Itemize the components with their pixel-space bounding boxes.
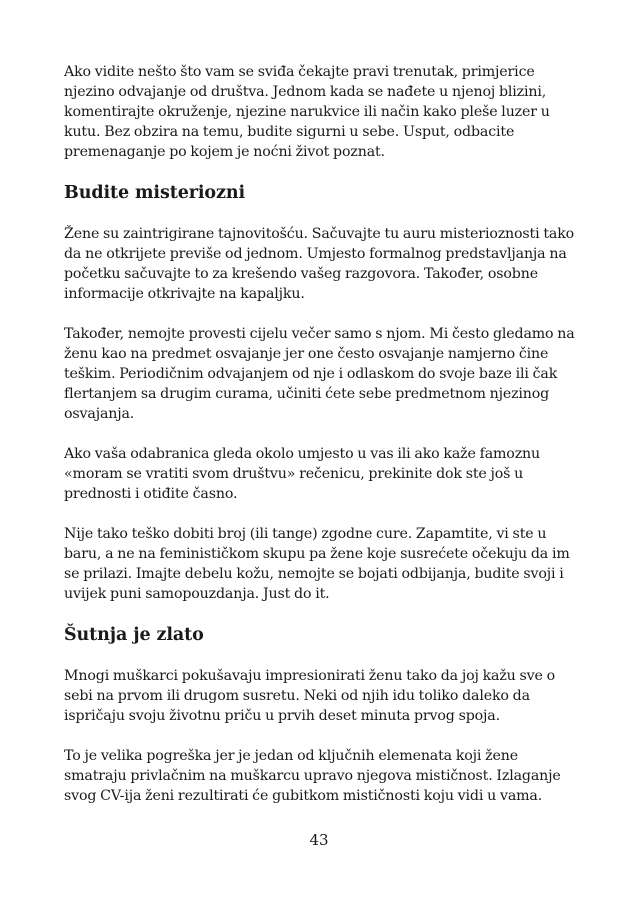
paragraph-pogreska: To je velika pogreška jer je jedan od ključnih elemenata koji žene smatraju privlačnim na muškarcu upravo njegova mističnost. Izlaganje svog CV-ija ženi rezultirati će gubitkom mističnosti koju vidi u vama. <box>64 748 561 804</box>
paragraph-intro: Ako vidite nešto što vam se sviđa čekajte pravi trenutak, primjerice njezino odvajanje od društva. Jednom kada se nađete u njenoj blizini, komentirajte okruženje, njezine narukvice ili način kako pleše luzer u kutu. Bez obzira na temu, budite sigurni u sebe. Usput, odbacite premenaganje po kojem je noćni život poznat. <box>64 64 550 160</box>
paragraph-odabranica: Ako vaša odabranica gleda okolo umjesto u vas ili ako kaže famoznu «moram se vratiti svom društvu» rečenicu, prekinite dok ste još u prednosti i otiđite časno. <box>64 446 540 502</box>
paragraph-odvajanje: Također, nemojte provesti cijelu večer samo s njom. Mi često gledamo na ženu kao na predmet osvajanje jer one često osvajanje namjerno čine teškim. Periodičnim odvajanjem od nje i odlaskom do svoje baze ili čak flertanjem sa drugim curama, učiniti ćete sebe predmetnom njezinog osvajanja. <box>64 326 575 422</box>
page-body <box>64 62 584 826</box>
page-number: 43 <box>309 831 329 849</box>
paragraph-impresionirati: Mnogi muškarci pokušavaju impresionirati ženu tako da joj kažu sve o sebi na prvom ili drugom susretu. Neki od njih idu toliko daleko da ispričaju svoju životnu priču u prvih deset minuta prvog spoja. <box>64 668 556 724</box>
paragraph-broj: Nije tako teško dobiti broj (ili tange) zgodne cure. Zapamtite, vi ste u baru, a ne na feminističkom skupu pa žene koje susrećete očekuju da im se prilazi. Imajte debelu kožu, nemojte se bojati odbijanja, budite svoji i uvijek puni samopouzdanja. Just do it. <box>64 526 570 602</box>
heading-budite-misteriozni: Budite misteriozni <box>64 183 245 203</box>
heading-sutnja-je-zlato: Šutnja je zlato <box>64 625 204 645</box>
paragraph-tajnovitost: Žene su zaintrigirane tajnovitošću. Sačuvajte tu auru misterioznosti tako da ne otkrijete previše od jednom. Umjesto formalnog predstavljanja na početku sačuvajte to za krešendo vašeg razgovora. Također, osobne informacije otkrivajte na kapaljku. <box>64 226 575 302</box>
